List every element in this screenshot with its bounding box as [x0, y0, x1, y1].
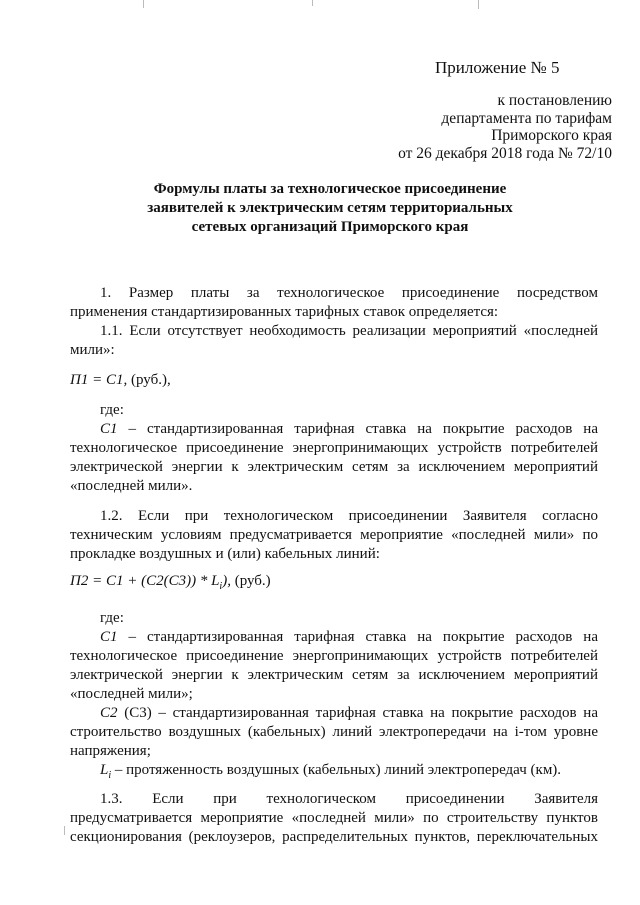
- text-line: мили»:: [70, 342, 115, 358]
- section-1-3: [70, 790, 598, 847]
- title-line: Формулы платы за технологическое присоединение: [153, 181, 507, 197]
- text-line: 1.2. Если при технологическом присоединении Заявителя согласно: [100, 508, 598, 524]
- formula-lhs: П1 = С1,: [70, 372, 128, 388]
- formula-subscript: i: [219, 581, 223, 592]
- symbol-c2: С2: [100, 705, 118, 721]
- definition-c2: [70, 704, 598, 723]
- text-line: техническим условиям предусматривается мероприятие «последней мили» по: [70, 527, 598, 543]
- text-line: электрической энергии к электрическим сетям за исключением мероприятий: [70, 667, 598, 683]
- formula-unit: (руб.),: [130, 372, 171, 388]
- section-1: [70, 284, 598, 360]
- text-line: технологическое присоединение энергопринимающих устройств потребителей: [70, 440, 598, 456]
- scan-mark: [312, 0, 313, 6]
- title-line: заявителей к электрическим сетям территориальных: [147, 200, 513, 216]
- formula-lhs: П2 = С1 + (С2(С3)) * L: [70, 573, 220, 589]
- symbol-li-subscript: i: [108, 770, 112, 781]
- text-line: 1.3. Если при технологическом присоединении Заявителя: [100, 791, 598, 807]
- formula-close: ),: [222, 573, 231, 589]
- decree-line: департамента по тарифам: [441, 109, 612, 127]
- document-title: [120, 180, 540, 237]
- text-line: предусматривается мероприятие «последней мили» по строительству пунктов: [70, 810, 598, 826]
- text-line: напряжения;: [70, 743, 151, 759]
- scan-mark: [478, 0, 479, 9]
- formula-p2: [70, 573, 271, 592]
- text-line: – стандартизированная тарифная ставка на покрытие расходов на: [117, 629, 598, 645]
- scan-mark: [143, 0, 144, 8]
- text-line: – стандартизированная тарифная ставка на покрытие расходов на: [117, 421, 598, 437]
- where-label: где:: [100, 610, 124, 626]
- decree-line: к постановлению: [497, 92, 612, 109]
- definition-li: [70, 761, 598, 785]
- definition-c1: [70, 420, 598, 439]
- section-1-2: [70, 507, 598, 564]
- formula-p1: [70, 372, 171, 389]
- text-line: 1. Размер платы за технологическое присоединение посредством: [100, 285, 598, 301]
- annex-number: Приложение № 5: [435, 58, 560, 77]
- text-line: строительство воздушных (кабельных) линий электропередачи на i-том уровне: [70, 724, 598, 740]
- symbol-c1: С1: [100, 629, 118, 645]
- text-line: «последней мили»;: [70, 686, 193, 702]
- text-line: прокладке воздушных и (или) кабельных линий:: [70, 546, 380, 562]
- formula-unit: (руб.): [234, 573, 271, 589]
- decree-line: Приморского края: [491, 127, 612, 144]
- text-line: 1.1. Если отсутствует необходимость реализации мероприятий «последней: [100, 323, 598, 339]
- decree-line: от 26 декабря 2018 года № 72/10: [398, 144, 612, 162]
- text-line: электрической энергии к электрическим сетям за исключением мероприятий: [70, 459, 598, 475]
- symbol-c1: С1: [100, 421, 118, 437]
- definition-c1: [70, 628, 598, 647]
- where-label: где:: [100, 402, 124, 418]
- text-line: (С3) – стандартизированная тарифная ставка на покрытие расходов на: [117, 705, 598, 721]
- scan-mark: [64, 826, 65, 835]
- decree-reference: [382, 92, 612, 162]
- text-line: «последней мили».: [70, 478, 193, 494]
- where-block-2: [70, 609, 598, 785]
- text-line: применения стандартизированных тарифных ставок определяется:: [70, 304, 499, 320]
- text-line: технологическое присоединение энергопринимающих устройств потребителей: [70, 648, 598, 664]
- text-line: – протяженность воздушных (кабельных) линий электропередач (км).: [111, 762, 562, 778]
- where-block-1: [70, 401, 598, 496]
- symbol-li: L: [100, 762, 109, 778]
- text-line: секционирования (реклоузеров, распределительных пунктов, переключательных: [70, 829, 598, 845]
- title-line: сетевых организаций Приморского края: [191, 219, 469, 235]
